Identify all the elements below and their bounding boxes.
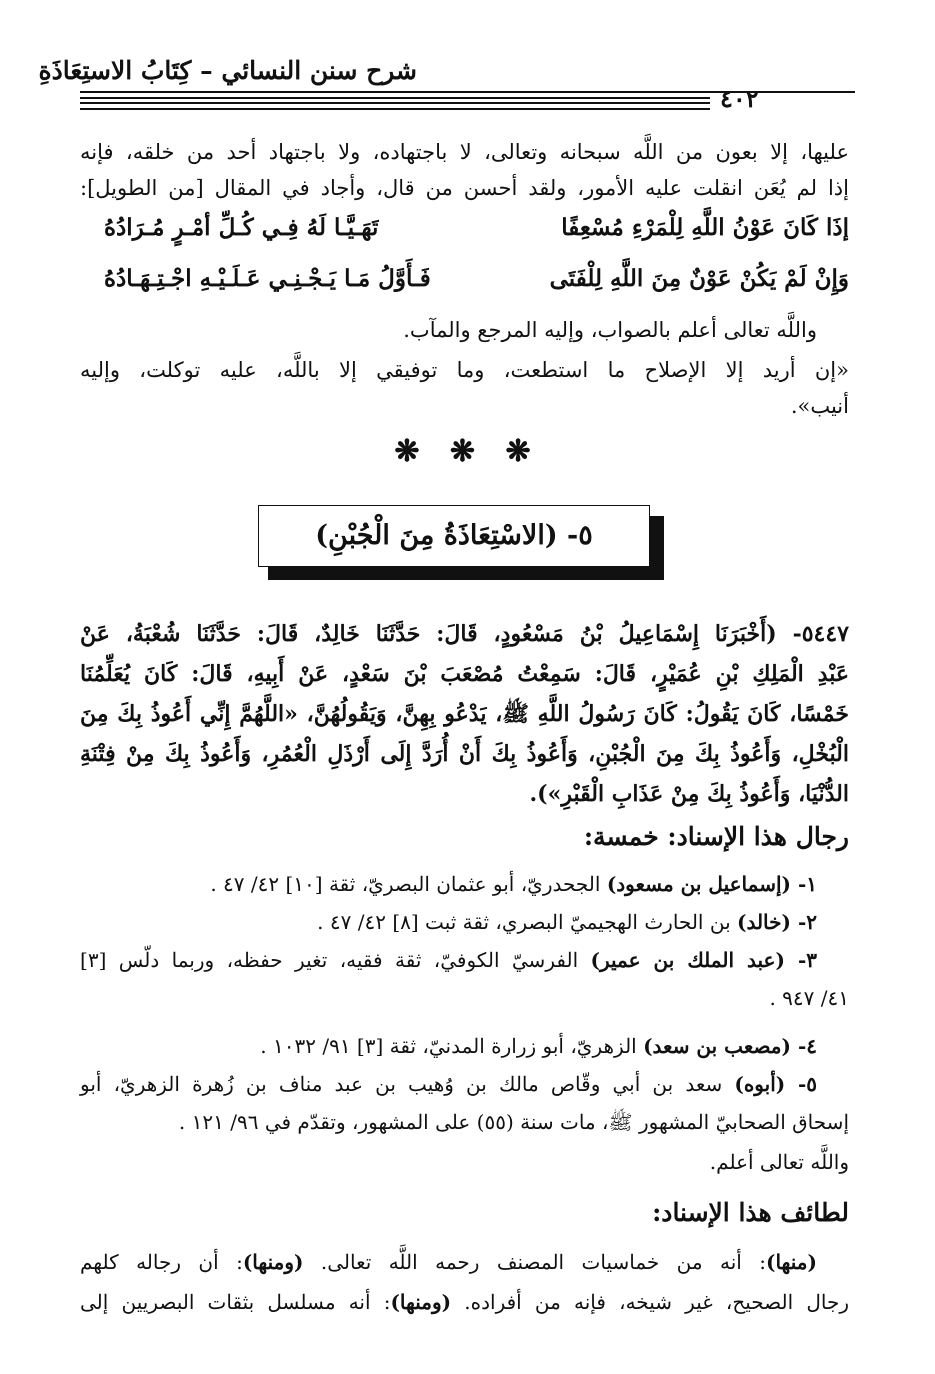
hadith-line: خَمْسًا، كَانَ يَقُولُ: كَانَ رَسُولُ اللَّهِ ﷺ، يَدْعُو بِهِنَّ، وَيَقُولُهُنَّ، «اللَّهُمَّ إِنِّي أَعُوذُ بِكَ مِنَ (80, 701, 849, 727)
subtlety-marker: (ومنها) (242, 1250, 304, 1274)
narrator-name: ٣- (عبد الملك بن عمير) (590, 948, 817, 972)
narrator-item (80, 944, 817, 976)
hadith-line: عَبْدِ الْمَلِكِ بْنِ عُمَيْرٍ، قَالَ: سَمِعْتُ مُصْعَبَ بْنَ سَعْدٍ، عَنْ أَبِيهِ، قَالَ: كَانَ يُعَلِّمُنَا (80, 661, 849, 687)
narrator-item (80, 1068, 817, 1100)
narrator-details: سعد بن أبي وقّاص مالك بن وُهيب بن عبد مناف بن زُهرة الزهريّ، أبو (80, 1072, 735, 1096)
running-header-title: شرح سنن النسائي – كِتَابُ الاستِعَاذَةِ (38, 56, 417, 85)
narrator-details: ٤١/ ٩٤٧ . (769, 986, 849, 1010)
narrator-item-continuation (80, 1106, 849, 1138)
narrator-details: بن الحارث الهجيميّ البصري، ثقة ثبت [٨] ٤٢/ ٤٧ . (317, 910, 737, 934)
verse-2-second-hemistich: فَـأَوَّلُ مَـا يَـجْـنِـي عَـلَـيْـهِ اجْـتِـهَـادُهُ (104, 265, 431, 292)
subtlety-marker: (ومنها) (390, 1290, 452, 1314)
subtlety-text: : أنه من خماسيات المصنف رحمه اللَّه تعالى. (303, 1250, 766, 1274)
narrator-name: ٤- (مصعب بن سعد) (643, 1034, 817, 1058)
closing-line-2: «إن أريد إلا الإصلاح ما استطعت، وما توفيقي إلا باللَّه، عليه توكلت، وإليه (80, 358, 849, 382)
subtlety-text: : أنه مسلسل بثقات البصريين إلى (80, 1290, 391, 1314)
section-separator: ❋ ❋ ❋ (394, 434, 541, 469)
subtleties-line-2 (80, 1286, 849, 1318)
hadith-line: الْبُخْلِ، وَأَعُوذُ بِكَ مِنَ الْجُبْنِ، وَأَعُوذُ بِكَ أَنْ أُرَدَّ إِلَى أَرْذَلِ الْعُمُرِ، وَأَعُوذُ بِكَ مِنْ فِتْنَةِ (80, 741, 849, 767)
narrator-closing (80, 1146, 849, 1178)
narrator-details: إسحاق الصحابيّ المشهور ﷺ، مات سنة (٥٥) على المشهور، وتقدّم في ٩٦/ ١٢١ . (178, 1110, 849, 1134)
narrator-item (80, 1030, 817, 1062)
intro-line-1: عليها، إلا بعون من اللَّه سبحانه وتعالى، لا باجتهاده، ولا باجتهاد أحد من خلقه، فإنه (80, 140, 849, 164)
verse-2-first-hemistich: وَإِنْ لَمْ يَكُنْ عَوْنٌ مِنَ اللَّهِ لِلْفَتَى (549, 265, 849, 292)
subtlety-marker: (منها) (766, 1250, 817, 1274)
header-rule-double-2 (80, 102, 710, 104)
narrator-details: الجحدريّ، أبو عثمان البصريّ، ثقة [١٠] ٤٢/ ٤٧ . (210, 872, 607, 896)
header-rule-double-1 (80, 97, 710, 99)
verse-1-second-hemistich: تَهَـيَّـا لَهُ فِـي كُـلِّ أمْـرٍ مُـرَادُهُ (104, 214, 379, 241)
narrator-details: واللَّه تعالى أعلم. (709, 1150, 849, 1174)
verse-1-first-hemistich: إذَا كَانَ عَوْنُ اللَّهِ لِلْمَرْءِ مُسْعِفًا (561, 214, 849, 241)
hadith-line: ٥٤٤٧- (أَخْبَرَنَا إِسْمَاعِيلُ بْنُ مَسْعُودٍ، قَالَ: حَدَّثَنَا خَالِدٌ، قَالَ: حَدَّثَنَا شُعْبَةُ، عَنْ (80, 621, 849, 647)
hadith-line: الدُّنْيَا، وَأَعُوذُ بِكَ مِنْ عَذَابِ الْقَبْرِ»). (529, 781, 849, 807)
narrator-name: ١- (إسماعيل بن مسعود) (606, 872, 817, 896)
subtlety-text: : أن رجاله كلهم (80, 1250, 243, 1274)
header-rule-double-3 (80, 108, 710, 110)
narrator-item-continuation (80, 982, 849, 1014)
narrator-details: الفرسيّ الكوفيّ، ثقة فقيه، تغير حفظه، وربما دلّس [٣] (80, 948, 591, 972)
narrator-name: ٥- (أبوه) (734, 1072, 818, 1096)
intro-line-2: إذا لم يُعَن انقلت عليه الأمور، ولقد أحسن من قال، وأجاد في المقال [من الطويل]: (80, 176, 849, 200)
subtlety-text: رجال الصحيح، غير شيخه، فإنه من أفراده. (451, 1290, 849, 1314)
closing-line-3: أنيب». (790, 394, 849, 418)
closing-line-1: واللَّه تعالى أعلم بالصواب، وإليه المرجع والمآب. (403, 318, 817, 342)
narrator-item (80, 906, 817, 938)
subtleties-heading: لطائف هذا الإسناد: (652, 1198, 849, 1227)
narrator-item (80, 868, 817, 900)
page-number: ٤٠٢ (720, 84, 759, 113)
narrator-name: ٢- (خالد) (737, 910, 817, 934)
chapter-title: ٥- (الاسْتِعَاذَةُ مِنَ الْجُبْنِ) (315, 520, 593, 551)
narrator-details: الزهريّ، أبو زرارة المدنيّ، ثقة [٣] ٩١/ ١٠٣٢ . (260, 1034, 644, 1058)
narrators-heading: رجال هذا الإسناد: خمسة: (583, 822, 849, 851)
subtleties-line-1 (80, 1246, 817, 1278)
